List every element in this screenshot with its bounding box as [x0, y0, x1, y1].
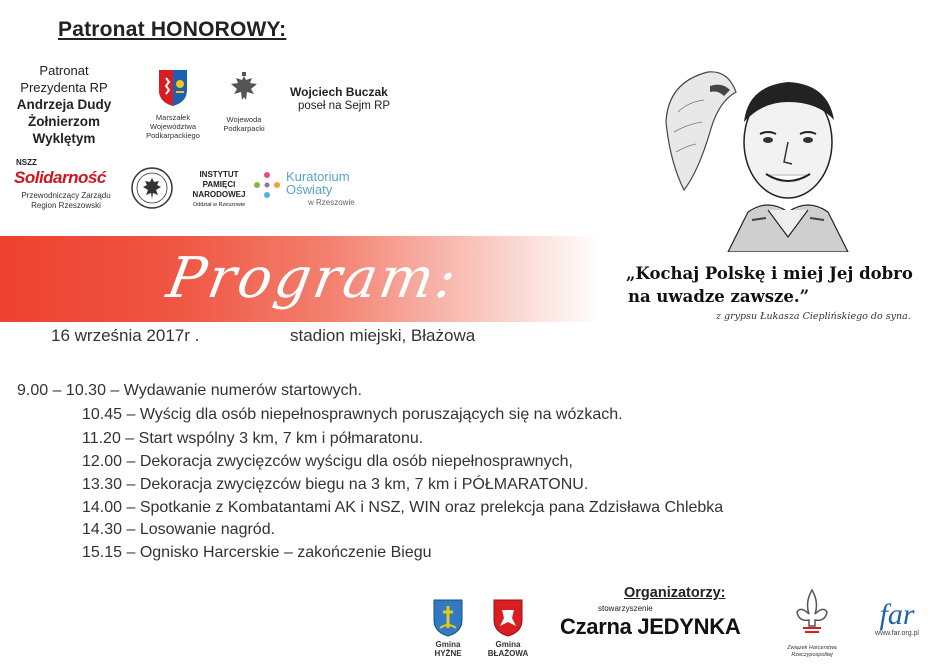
far-wordmark: far — [879, 598, 915, 631]
marszalek-logo — [142, 68, 204, 140]
marszalek-label: Marszałek Województwa Podkarpackiego — [146, 113, 200, 140]
kuratorium-logo — [252, 169, 355, 207]
kuratorium-dots-icon — [252, 170, 282, 200]
schedule-item: 9.00 – 10.30 – Wydawanie numerów startowych. — [17, 382, 362, 399]
gmina-hyzne-line-1: Gmina — [435, 640, 461, 649]
solidarnosc-sub: Przewodniczący Zarządu Region Rzeszowski — [21, 191, 111, 210]
ipn-line-3: NARODOWEJ — [192, 190, 246, 199]
ipn-logo — [130, 166, 246, 215]
schedule-item: 13.30 – Dekoracja zwycięzców biegu na 3 km, 7 km i PÓŁMARATONU. — [82, 476, 589, 493]
zhr-line-2: Rzeczypospolitej — [791, 651, 833, 658]
fleur-de-lis-icon — [795, 588, 829, 640]
program-title: Program: — [162, 246, 464, 311]
buczak-block — [290, 85, 390, 113]
schedule-item: 12.00 – Dekoracja zwycięzców wyścigu dla osób niepełnosprawnych, — [82, 453, 573, 470]
schedule-item: 14.30 – Losowanie nagród. — [82, 521, 276, 538]
gmina-hyzne-logo — [428, 598, 468, 658]
hyzne-crest-icon — [432, 598, 464, 638]
solidarnosc-nszz: NSZZ — [16, 158, 37, 167]
quote-source: z grypsu Łukasza Cieplińskiego do syna. — [716, 311, 911, 322]
gmina-hyzne-line-2: HYŻNE — [434, 649, 462, 658]
ipn-line-1: INSTYTUT — [199, 170, 239, 179]
patron-name: Andrzeja Dudy — [16, 97, 112, 112]
buczak-name: Wojciech Buczak — [290, 85, 388, 99]
quote-line-1: „Kochaj Polskę i miej Jej dobro — [626, 264, 913, 283]
kuratorium-line-2: Oświaty — [286, 182, 333, 197]
blazowa-crest-icon — [492, 598, 524, 638]
organizers-title: Organizatorzy: — [624, 585, 726, 601]
patron-line-2: Prezydenta RP — [20, 80, 108, 95]
ipn-line-4: Oddział w Rzeszowie — [192, 202, 246, 208]
zhr-line-1: Związek Harcerstwa — [787, 645, 837, 651]
ipn-line-2: PAMIĘCI — [202, 180, 236, 189]
schedule-item: 14.00 – Spotkanie z Kombatantami AK i NSZ, WIN oraz prelekcja pana Zdzisława Chlebka — [82, 499, 724, 516]
quote-line-2: na uwadze zawsze.” — [628, 287, 810, 306]
ipn-seal-icon — [130, 166, 174, 210]
patron-line-1: Patronat — [39, 63, 89, 78]
ipn-text — [184, 170, 254, 210]
patronat-title: Patronat HONOROWY: — [58, 18, 287, 41]
solidarnosc-logo — [14, 158, 118, 210]
event-place: stadion miejski, Błażowa — [290, 326, 476, 345]
czarna-name: Czarna JEDYNKA — [560, 614, 741, 639]
schedule-item: 15.15 – Ognisko Harcerskie – zakończenie Biegu — [82, 544, 432, 561]
zhr-logo — [772, 588, 852, 658]
gmina-blazowa-line-2: BŁAŻOWA — [487, 649, 529, 658]
event-date: 16 września 2017r . — [51, 326, 200, 345]
far-logo — [864, 600, 930, 637]
kuratorium-line-1: Kuratorium — [286, 169, 350, 184]
kuratorium-text — [286, 170, 386, 209]
schedule-item: 10.45 – Wyścig dla osób niepełnosprawnych poruszających się na wózkach. — [82, 406, 623, 423]
podkarpackie-crest-icon — [157, 68, 189, 108]
schedule-item: 11.20 – Start wspólny 3 km, 7 km i półmaratonu. — [82, 430, 424, 447]
eagle-icon — [228, 70, 260, 110]
wojewoda-label: Wojewoda Podkarpacki — [223, 115, 265, 133]
buczak-role: poseł na Sejm RP — [298, 100, 391, 112]
gmina-blazowa-line-1: Gmina — [495, 640, 521, 649]
patron-line-4: Żołnierzom Wyklętym — [27, 114, 100, 146]
kuratorium-line-3: w Rzeszowie — [308, 198, 355, 207]
quote-block — [626, 262, 913, 308]
gmina-blazowa-logo — [486, 598, 530, 658]
solidarnosc-wordmark: Solidarność — [14, 168, 106, 187]
far-url: www.far.org.pl — [875, 630, 919, 637]
patron-president-block — [0, 62, 128, 147]
wojewoda-logo — [214, 70, 274, 133]
portrait-illustration — [648, 62, 888, 252]
czarna-stowarzyszenie: stowarzyszenie — [598, 604, 653, 613]
